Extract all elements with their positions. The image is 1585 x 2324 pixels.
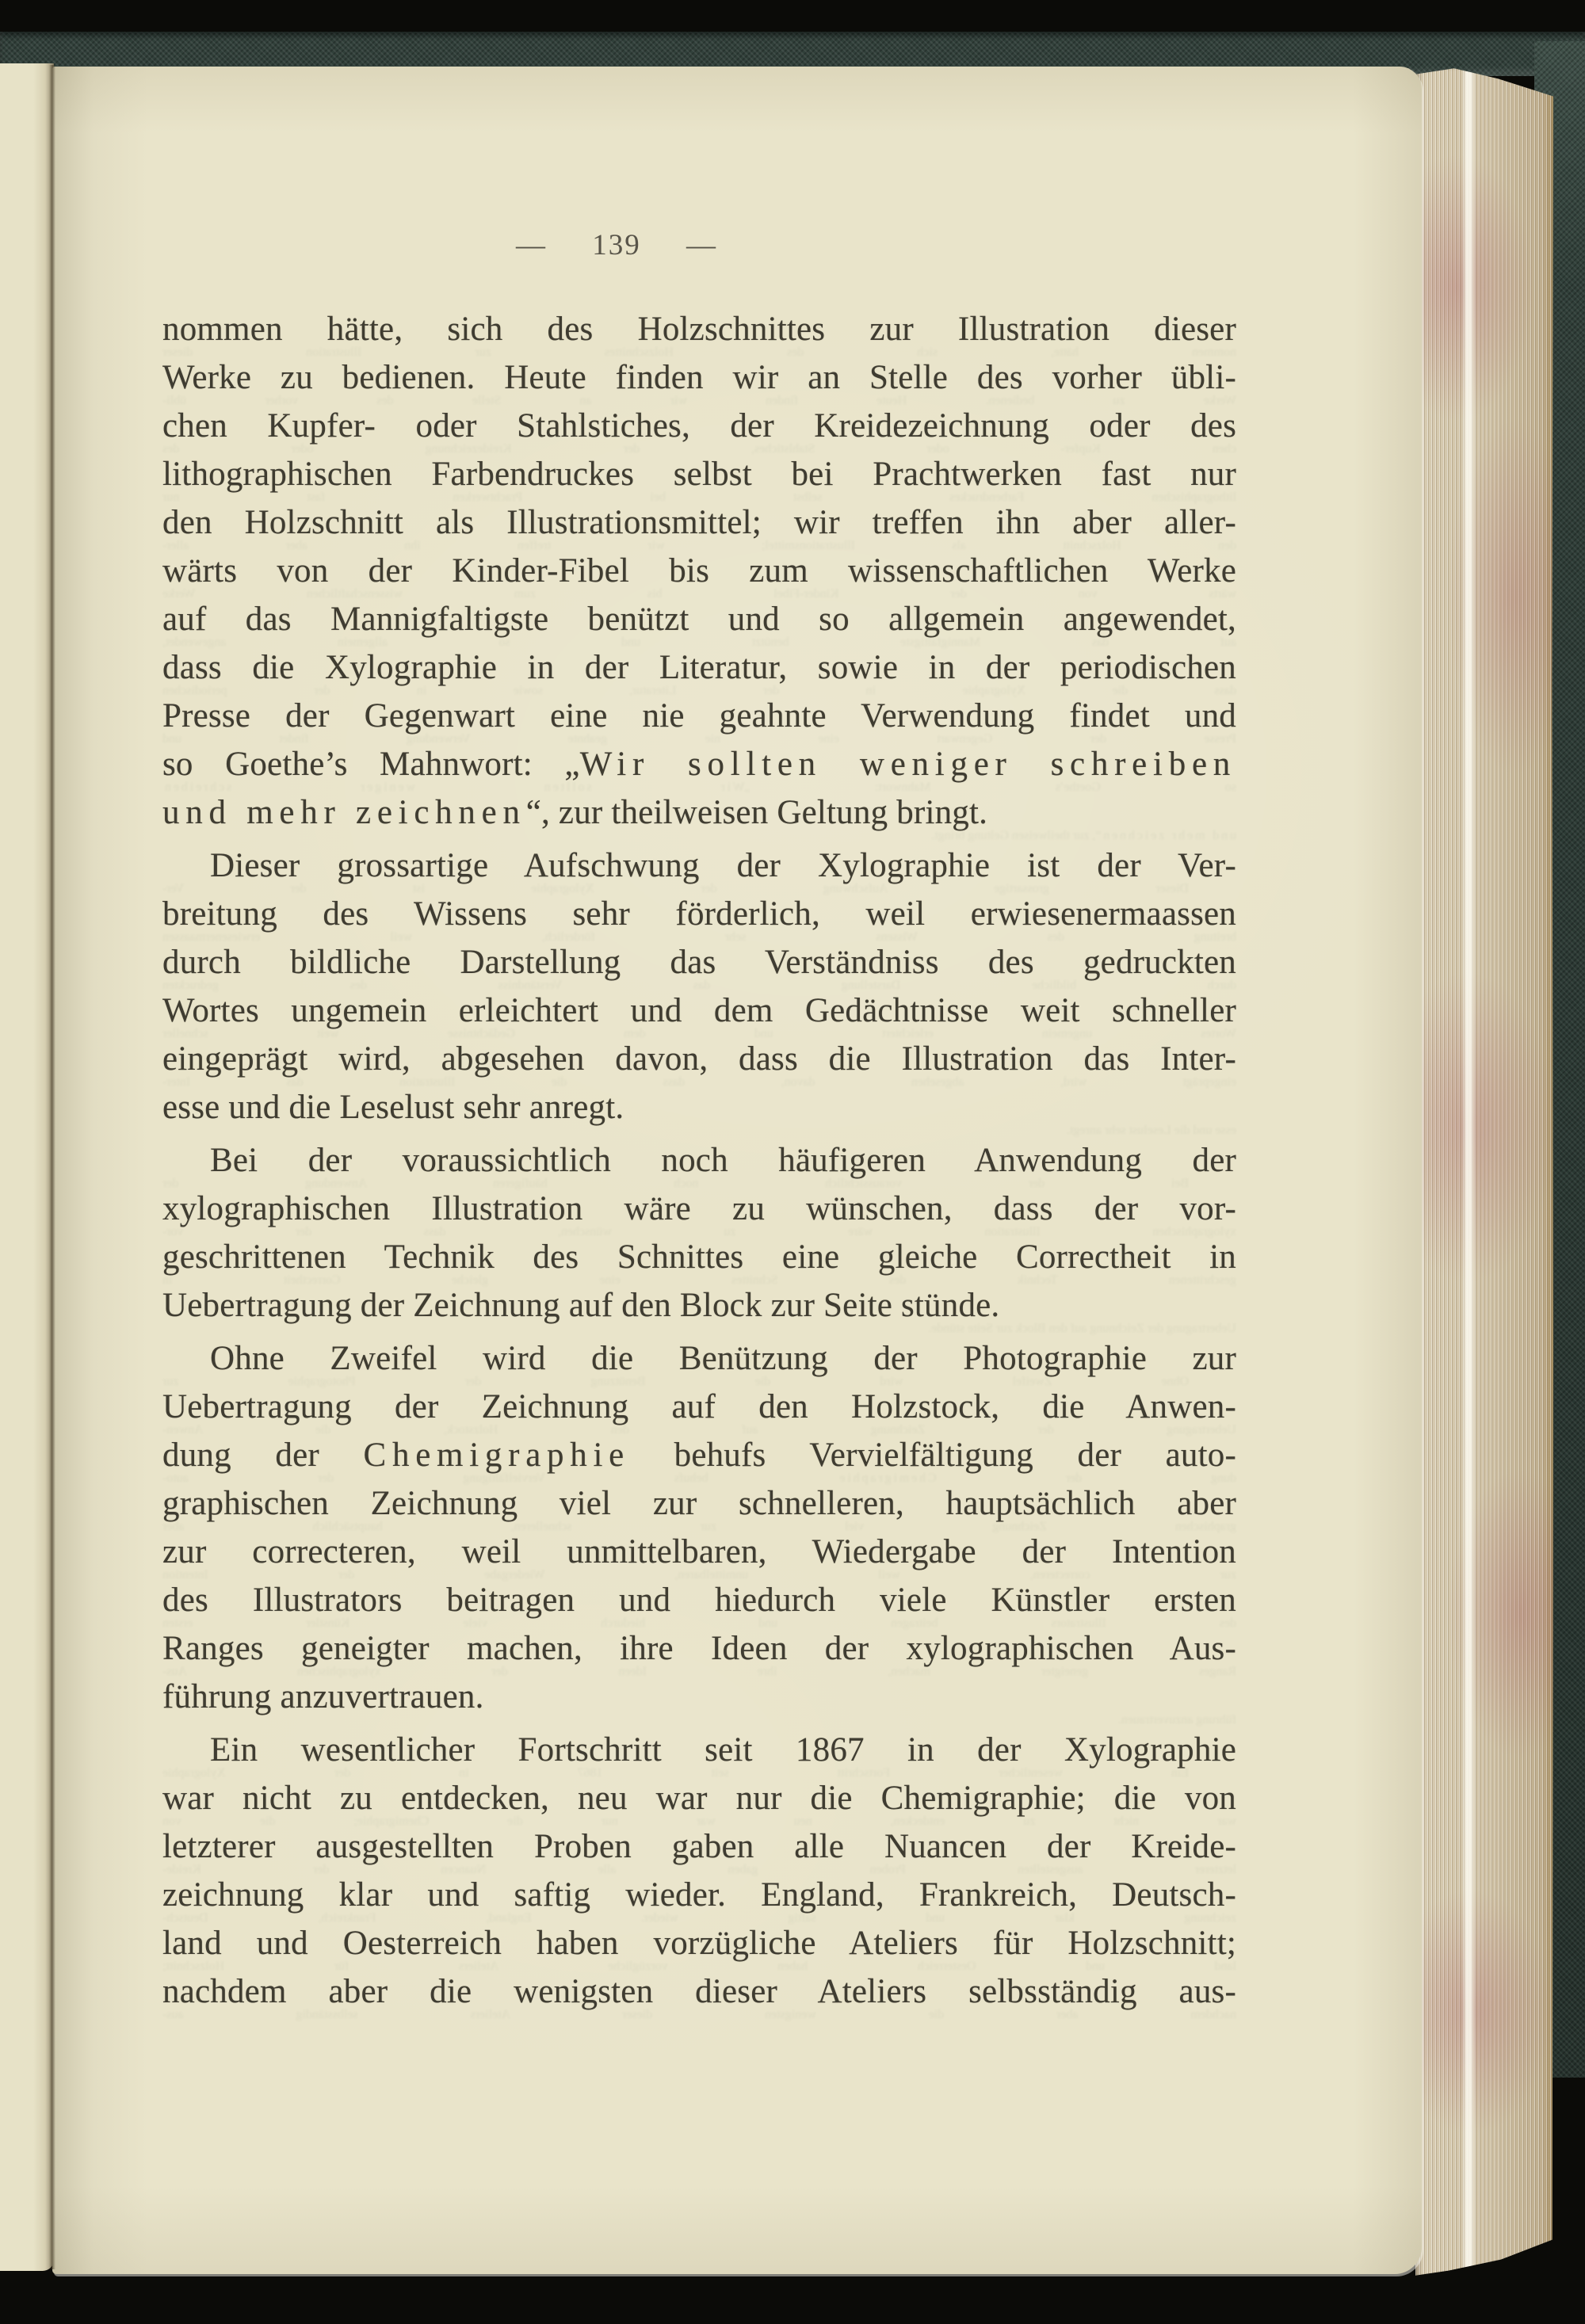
text-segment: dass die Xylographie in der Literatur, sowie in der periodischen xyxy=(162,649,1236,686)
text-segment: dass die Xylographie in der Literatur, sowie in der periodischen xyxy=(162,684,1236,697)
text-segment: auf das Mannigfaltigste benützt und so allgemein angewendet, xyxy=(162,601,1236,638)
letterspaced-emphasis: Chemigraphie xyxy=(363,1437,631,1474)
text-line xyxy=(162,1185,1236,1233)
text-segment: Wortes ungemein erleichtert und dem Gedächtnisse weit schneller xyxy=(162,1027,1236,1040)
text-segment: des Illustrators beitragen und hiedurch viele Künstler ersten xyxy=(162,1582,1236,1619)
letterspaced-emphasis: Wir sollten weniger schreiben xyxy=(162,780,745,794)
text-line xyxy=(162,450,1236,498)
text-line xyxy=(162,938,1236,986)
text-segment: Werke zu bedienen. Heute finden wir an Stelle des vorher übli- xyxy=(162,394,1236,407)
text-segment: Ohne Zweifel wird die Benützung der Photographie zur xyxy=(210,1340,1236,1377)
text-line xyxy=(162,643,1236,692)
text-line xyxy=(162,1528,1236,1576)
text-line xyxy=(162,1919,1236,1967)
text-segment: Ohne Zweifel wird die Benützung der Photographie zur xyxy=(162,1375,1189,1388)
page-fore-edge-stack xyxy=(1415,67,1553,2277)
text-segment: wärts von der Kinder-Fibel bis zum wissenschaftlichen Werke xyxy=(162,552,1236,590)
text-segment: zur correcteren, weil unmittelbaren, Wiedergabe der Intention xyxy=(162,1568,1236,1582)
text-line xyxy=(162,740,1236,788)
text-segment: xylographischen Illustration wäre zu wünschen, dass der vor- xyxy=(162,1225,1236,1238)
text-segment: graphischen Zeichnung viel zur schnelleren, hauptsächlich aber xyxy=(162,1520,1236,1533)
text-segment: lithographischen Farbendruckes selbst bei Prachtwerken fast nur xyxy=(162,490,1236,504)
text-segment: Uebertragung der Zeichnung auf den Holzstock, die Anwen- xyxy=(162,1388,1236,1425)
text-segment: esse und die Leselust sehr anregt. xyxy=(162,1089,624,1126)
text-segment: nommen hätte, sich des Holzschnittes zur Illustration dieser xyxy=(162,311,1236,348)
text-segment: den Holzschnitt als Illustrationsmittel; wir treffen ihn aber aller- xyxy=(162,504,1236,541)
text-segment: führung anzuvertrauen. xyxy=(1117,1713,1236,1727)
letterspaced-emphasis: Chemigraphie xyxy=(837,1471,937,1485)
paragraph xyxy=(162,1334,1236,1721)
text-line xyxy=(162,986,1236,1035)
text-segment: Bei der voraussichtlich noch häufigeren Anwendung der xyxy=(162,1177,1189,1190)
text-segment: Uebertragung der Zeichnung auf den Block zur Seite stünde. xyxy=(162,1287,1000,1324)
text-segment: durch bildliche Darstellung das Verständniss des gedruckten xyxy=(162,944,1236,981)
text-segment: Presse der Gegenwart eine nie geahnte Verwendung findet und xyxy=(162,732,1236,746)
text-line xyxy=(162,890,1236,938)
text-segment: graphischen Zeichnung viel zur schnelleren, hauptsächlich aber xyxy=(162,1485,1236,1522)
text-block xyxy=(162,305,1236,2016)
text-segment: Wortes ungemein erleichtert und dem Gedächtnisse weit schneller xyxy=(162,992,1236,1029)
text-segment: zeichnung klar und saftig wieder. England, Frankreich, Deutsch- xyxy=(162,1876,1236,1914)
text-segment: breitung des Wissens sehr förderlich, weil erwiesenermaassen xyxy=(162,895,1236,933)
text-segment: behufs Vervielfältigung der auto- xyxy=(630,1437,1236,1474)
text-segment: Presse der Gegenwart eine nie geahnte Verwendung findet und xyxy=(162,697,1236,735)
text-line xyxy=(162,1136,1236,1185)
text-segment: war nicht zu entdecken, neu war nur die Chemigraphie; die von xyxy=(162,1780,1236,1817)
text-segment: Ein wesentlicher Fortschritt seit 1867 in der Xylographie xyxy=(210,1731,1236,1769)
left-page-sliver xyxy=(0,63,54,2271)
text-segment: Uebertragung der Zeichnung auf den Block zur Seite stünde. xyxy=(928,1322,1236,1335)
text-segment: dung der xyxy=(162,1437,364,1474)
text-line xyxy=(162,1083,1236,1131)
letterspaced-emphasis: und mehr zeichnen xyxy=(1101,829,1236,842)
text-line xyxy=(162,1233,1236,1281)
text-line xyxy=(162,788,1236,837)
text-line xyxy=(162,498,1236,547)
text-segment: lithographischen Farbendruckes selbst bei Prachtwerken fast nur xyxy=(162,456,1236,493)
text-line xyxy=(162,1479,1236,1528)
page-number-header: — 139 — xyxy=(516,229,717,261)
text-segment: auf das Mannigfaltigste benützt und so allgemein angewendet, xyxy=(162,635,1236,649)
text-segment: land und Oesterreich haben vorzügliche Ateliers für Holzschnitt; xyxy=(162,1925,1236,1962)
text-segment: geschrittenen Technik des Schnittes eine gleiche Correctheit in xyxy=(162,1273,1236,1287)
gutter-shadow xyxy=(49,65,55,2269)
text-segment: chen Kupfer- oder Stahlstiches, der Kreidezeichnung oder des xyxy=(162,407,1236,445)
text-segment: eingeprägt wird, abgesehen davon, dass die Illustration das Inter- xyxy=(162,1040,1236,1078)
text-segment: dung der xyxy=(936,1471,1236,1485)
text-line xyxy=(162,1334,1236,1383)
text-line xyxy=(162,547,1236,595)
text-segment: chen Kupfer- oder Stahlstiches, der Kreidezeichnung oder des xyxy=(162,442,1236,456)
text-segment: war nicht zu entdecken, neu war nur die Chemigraphie; die von xyxy=(162,1815,1236,1828)
text-line xyxy=(162,1576,1236,1624)
text-segment: zur correcteren, weil unmittelbaren, Wiedergabe der Intention xyxy=(162,1533,1236,1570)
text-segment: breitung des Wissens sehr förderlich, weil erwiesenermaassen xyxy=(162,930,1236,944)
text-line xyxy=(162,1871,1236,1919)
text-line xyxy=(162,1383,1236,1431)
text-segment: Ein wesentlicher Fortschritt seit 1867 in der Xylographie xyxy=(162,1766,1189,1780)
text-segment: letzterer ausgestellten Proben gaben alle Nuancen der Kreide- xyxy=(162,1828,1236,1865)
text-segment: xylographischen Illustration wäre zu wünschen, dass der vor- xyxy=(162,1190,1236,1227)
text-segment: esse und die Leselust sehr anregt. xyxy=(1066,1124,1236,1137)
text-line xyxy=(162,1624,1236,1673)
text-line xyxy=(162,1967,1236,2016)
text-line xyxy=(162,353,1236,402)
text-line xyxy=(162,1774,1236,1822)
text-segment: durch bildliche Darstellung das Verständniss des gedruckten xyxy=(162,979,1236,992)
text-segment: führung anzuvertrauen. xyxy=(162,1678,484,1715)
letterspaced-emphasis: Wir sollten weniger schreiben xyxy=(579,746,1237,783)
text-line xyxy=(162,1035,1236,1083)
text-segment: den Holzschnitt als Illustrationsmittel; wir treffen ihn aber aller- xyxy=(162,539,1236,552)
text-line xyxy=(162,1281,1236,1330)
text-line xyxy=(162,595,1236,643)
text-segment: Werke zu bedienen. Heute finden wir an Stelle des vorher übli- xyxy=(162,359,1236,396)
text-segment: “, zur theilweisen Geltung bringt. xyxy=(525,794,988,831)
text-line xyxy=(162,402,1236,450)
text-segment: letzterer ausgestellten Proben gaben alle Nuancen der Kreide- xyxy=(162,1863,1236,1876)
text-segment: zeichnung klar und saftig wieder. England, Frankreich, Deutsch- xyxy=(162,1911,1236,1925)
text-segment: behufs Vervielfältigung der auto- xyxy=(162,1471,838,1485)
letterspaced-emphasis: und mehr zeichnen xyxy=(162,794,526,831)
text-segment: Uebertragung der Zeichnung auf den Holzstock, die Anwen- xyxy=(162,1423,1236,1437)
text-segment: wärts von der Kinder-Fibel bis zum wissenschaftlichen Werke xyxy=(162,587,1236,601)
text-segment: Dieser grossartige Aufschwung der Xylographie ist der Ver- xyxy=(162,882,1189,895)
text-segment: Dieser grossartige Aufschwung der Xylographie ist der Ver- xyxy=(210,847,1236,884)
text-segment: geschrittenen Technik des Schnittes eine gleiche Correctheit in xyxy=(162,1238,1236,1276)
text-segment: land und Oesterreich haben vorzügliche Ateliers für Holzschnitt; xyxy=(162,1960,1236,1973)
text-segment: Ranges geneigter machen, ihre Ideen der xylographischen Aus- xyxy=(162,1665,1236,1678)
text-line xyxy=(162,305,1236,353)
text-segment: eingeprägt wird, abgesehen davon, dass die Illustration das Inter- xyxy=(162,1075,1236,1089)
text-line xyxy=(162,1726,1236,1774)
paragraph xyxy=(162,841,1236,1131)
text-segment: des Illustrators beitragen und hiedurch viele Künstler ersten xyxy=(162,1616,1236,1630)
paragraph xyxy=(162,1136,1236,1330)
text-line xyxy=(162,1673,1236,1721)
text-line xyxy=(162,1431,1236,1479)
text-segment: so Goethe’s Mahnwort: „ xyxy=(162,746,580,783)
text-segment: Bei der voraussichtlich noch häufigeren Anwendung der xyxy=(210,1142,1236,1179)
text-line xyxy=(162,1822,1236,1871)
paragraph xyxy=(162,305,1236,837)
text-segment: nachdem aber die wenigsten dieser Ateliers selbsständig aus- xyxy=(162,1973,1236,2010)
text-line xyxy=(162,692,1236,740)
text-segment: Ranges geneigter machen, ihre Ideen der xylographischen Aus- xyxy=(162,1630,1236,1667)
text-segment: nommen hätte, sich des Holzschnittes zur Illustration dieser xyxy=(162,345,1236,359)
text-segment: “, zur theilweisen Geltung bringt. xyxy=(931,829,1102,842)
text-segment: so Goethe’s Mahnwort: „ xyxy=(744,780,1236,794)
paragraph xyxy=(162,1726,1236,2016)
text-segment: nachdem aber die wenigsten dieser Ateliers selbsständig aus- xyxy=(162,2008,1236,2021)
text-line xyxy=(162,841,1236,890)
